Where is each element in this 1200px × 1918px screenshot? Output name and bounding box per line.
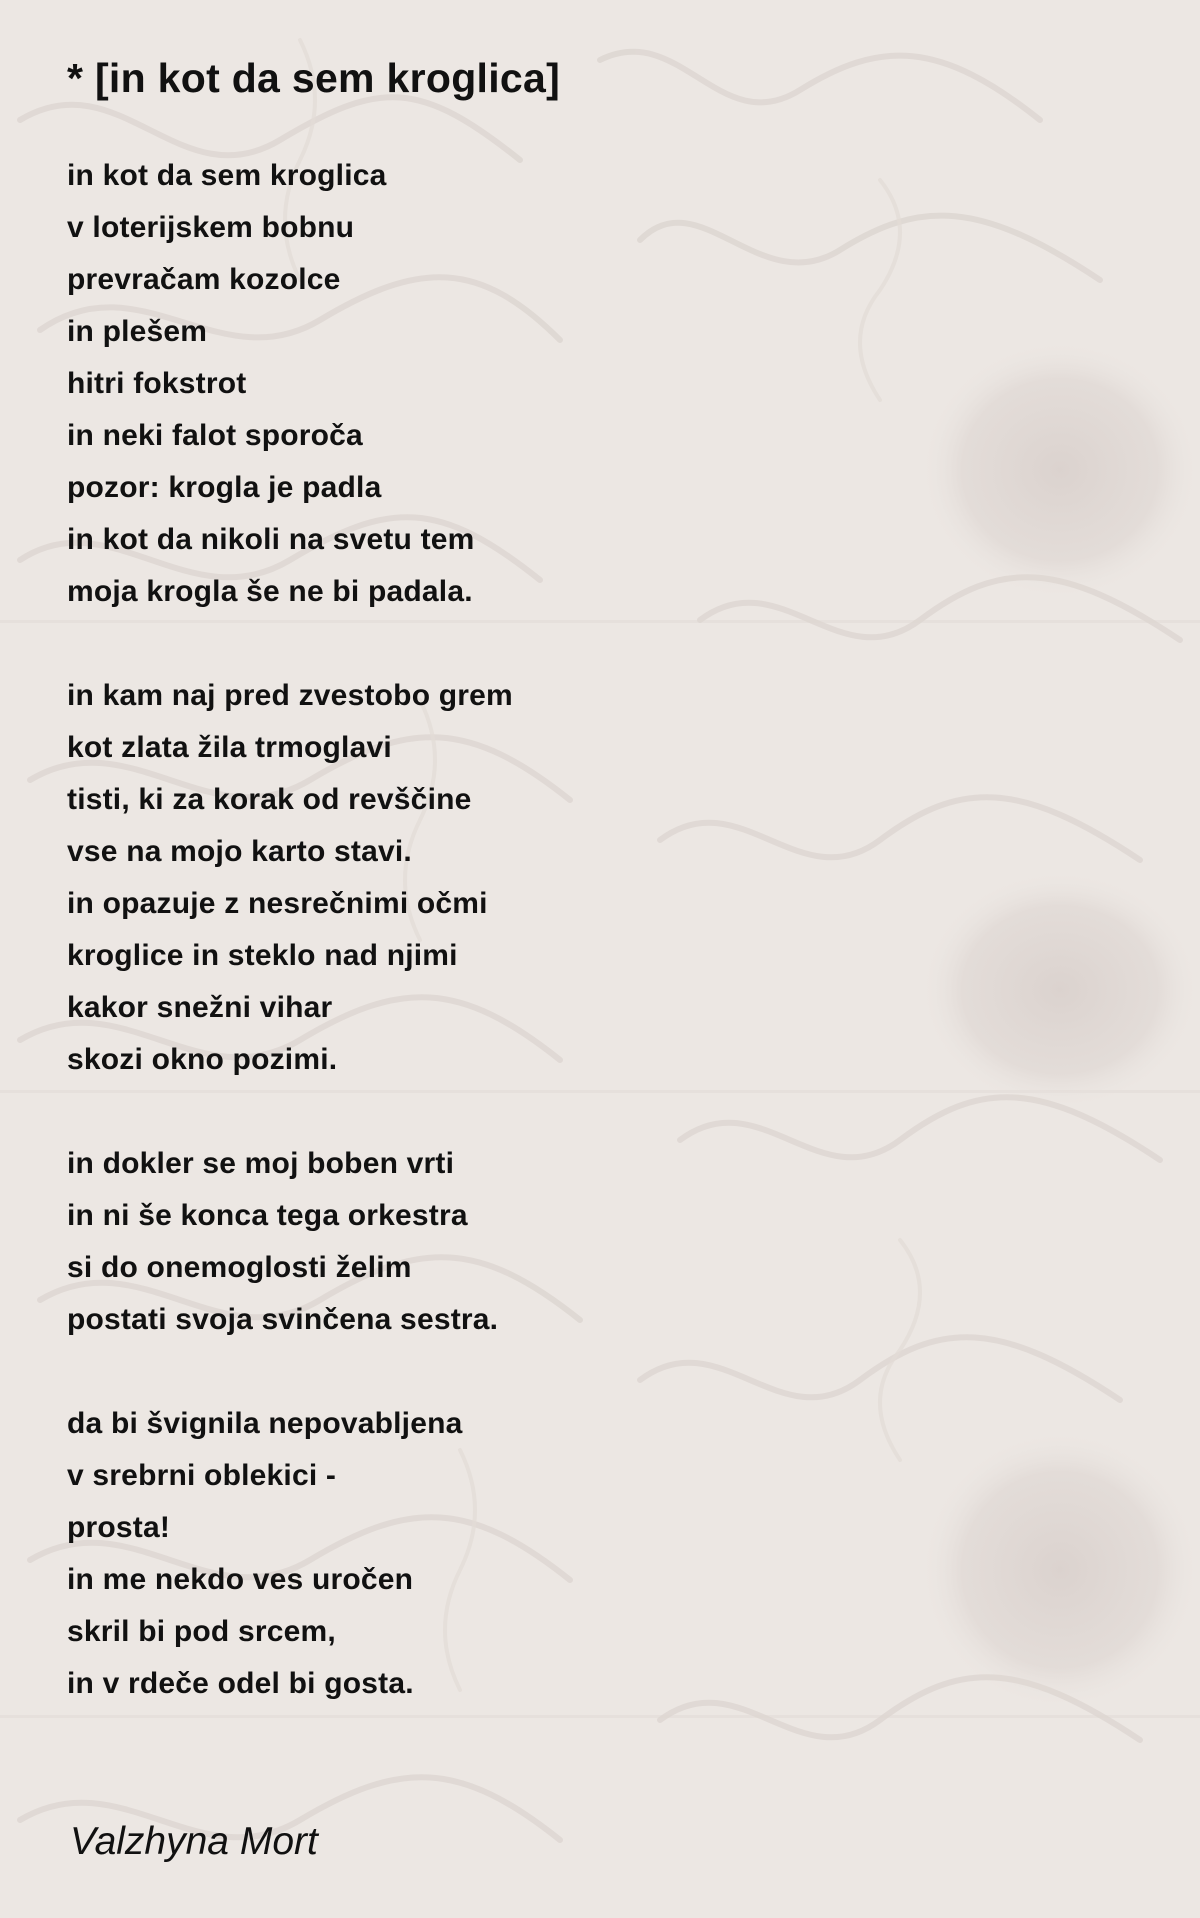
verse-line: kakor snežni vihar bbox=[67, 991, 333, 1024]
verse-line: si do onemoglosti želim bbox=[67, 1251, 412, 1284]
verse-line: in v rdeče odel bi gosta. bbox=[67, 1667, 414, 1700]
verse-line: hitri fokstrot bbox=[67, 367, 247, 400]
verse-line: in ni še konca tega orkestra bbox=[67, 1199, 468, 1232]
verse-line: prevračam kozolce bbox=[67, 263, 341, 296]
poem-author: Valzhyna Mort bbox=[70, 1820, 318, 1863]
verse-line: in kot da nikoli na svetu tem bbox=[67, 523, 475, 556]
verse-line: in neki falot sporoča bbox=[67, 419, 363, 452]
verse-line: in kot da sem kroglica bbox=[67, 159, 387, 192]
verse-line: kot zlata žila trmoglavi bbox=[67, 731, 392, 764]
stanza bbox=[67, 670, 1067, 1086]
verse-line: v loterijskem bobnu bbox=[67, 211, 355, 244]
poem-body bbox=[67, 150, 1067, 1762]
verse-line: skril bi pod srcem, bbox=[67, 1615, 336, 1648]
verse-line: prosta! bbox=[67, 1511, 171, 1544]
verse-line: kroglice in steklo nad njimi bbox=[67, 939, 458, 972]
verse-line: pozor: krogla je padla bbox=[67, 471, 382, 504]
verse-line: in plešem bbox=[67, 315, 208, 348]
verse-line: in opazuje z nesrečnimi očmi bbox=[67, 887, 488, 920]
verse-line: v srebrni oblekici - bbox=[67, 1459, 337, 1492]
verse-line: in dokler se moj boben vrti bbox=[67, 1147, 455, 1180]
stanza bbox=[67, 150, 1067, 618]
verse-line: in me nekdo ves uročen bbox=[67, 1563, 414, 1596]
verse-line: vse na mojo karto stavi. bbox=[67, 835, 412, 868]
verse-line: da bi švignila nepovabljena bbox=[67, 1407, 463, 1440]
stanza bbox=[67, 1138, 1067, 1346]
verse-line: skozi okno pozimi. bbox=[67, 1043, 338, 1076]
verse-line: in kam naj pred zvestobo grem bbox=[67, 679, 513, 712]
stanza bbox=[67, 1398, 1067, 1710]
poem-title: * [in kot da sem kroglica] bbox=[67, 55, 561, 101]
verse-line: postati svoja svinčena sestra. bbox=[67, 1303, 499, 1336]
verse-line: moja krogla še ne bi padala. bbox=[67, 575, 473, 608]
verse-line: tisti, ki za korak od revščine bbox=[67, 783, 472, 816]
